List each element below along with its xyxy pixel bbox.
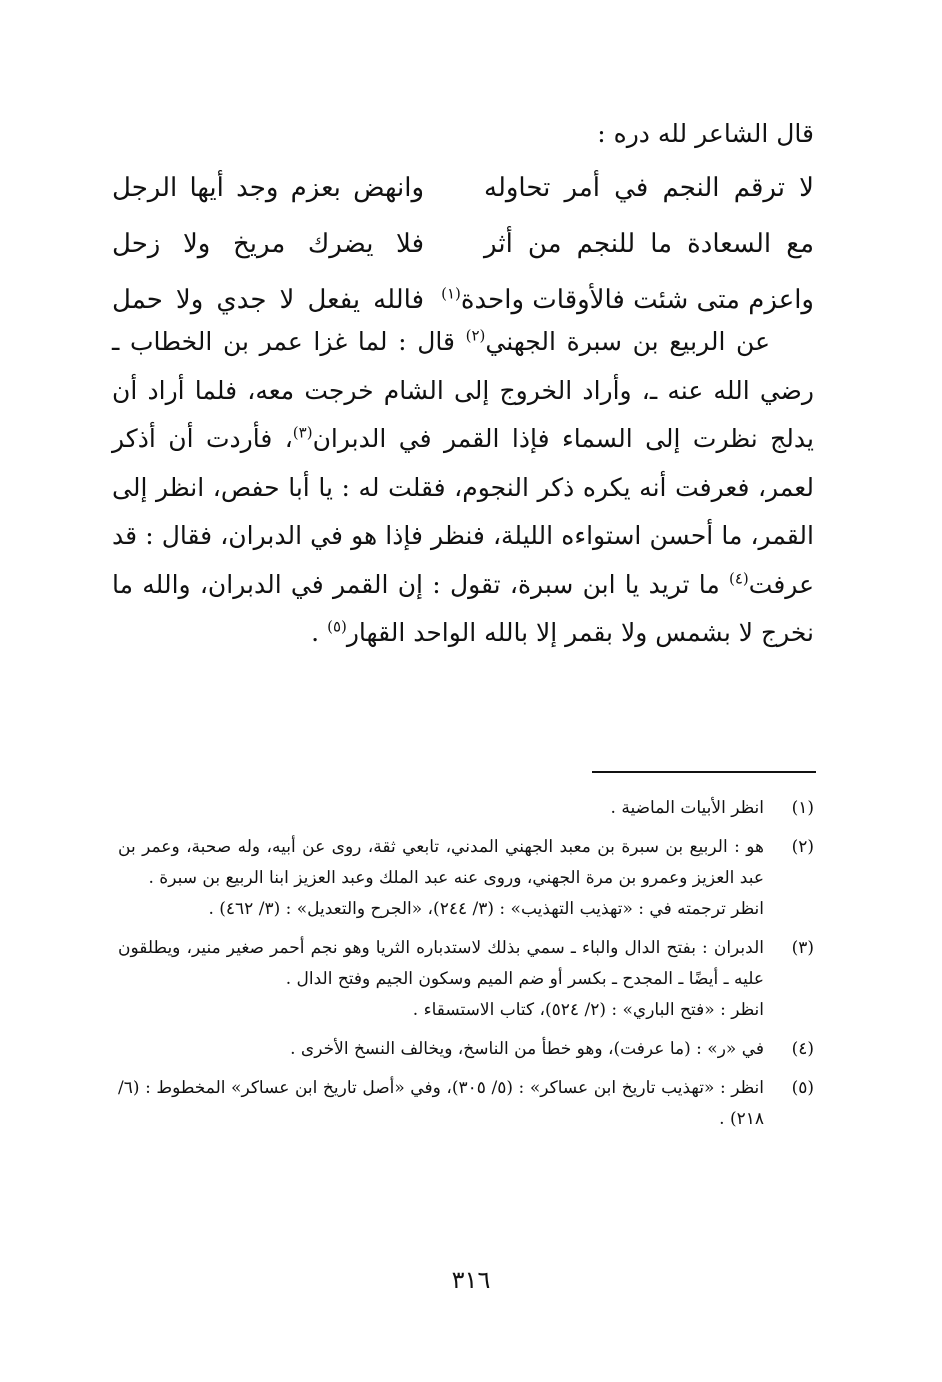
footnote-line: انظر الأبيات الماضية . bbox=[610, 798, 764, 818]
footnote bbox=[118, 832, 814, 925]
footnote-body bbox=[118, 1073, 764, 1135]
footnote-number: (١) bbox=[791, 798, 814, 818]
footnote-number: (٢) bbox=[791, 837, 814, 857]
footnote-ref: (١) bbox=[441, 284, 461, 303]
footnote-body bbox=[118, 1034, 764, 1065]
footnote-number: (٥) bbox=[791, 1078, 814, 1098]
text-segment: . bbox=[311, 618, 328, 647]
footnote-number: (٤) bbox=[791, 1039, 814, 1059]
footnote bbox=[118, 1034, 814, 1065]
verse-first-hemistich: لا ترقم النجم في أمر تحاوله bbox=[484, 173, 814, 203]
text-segment: قال : لما غزا عمر بن الخطاب ـ رضي الله عنه ـ، وأراد الخروج إلى الشام خرجت معه، فلما أراد أن يدلج نظرت إلى السماء فإذا القمر في الدبران bbox=[112, 327, 814, 453]
footnote-line: انظر : «فتح الباري» : (٢/ ٥٢٤)، كتاب الاستسقاء . bbox=[412, 1000, 764, 1020]
footnote-line: الدبران : بفتح الدال والباء ـ سمي بذلك لاستدباره الثريا وهو نجم أحمر صغير منير، ويطلقون عليه ـ أيضًا ـ المجدح ـ بكسر أو ضم الميم وسكون الجيم وفتح الدال . bbox=[118, 938, 764, 989]
footnote-body bbox=[118, 793, 764, 824]
footnote-number: (٣) bbox=[791, 938, 814, 958]
poem bbox=[112, 160, 814, 328]
footnote-line: انظر : «تهذيب تاريخ ابن عساكر» : (٥/ ٣٠٥)، وفي «أصل تاريخ ابن عساكر» المخطوط : (٦/ ٢١٨) . bbox=[118, 1078, 765, 1129]
footnote-ref: (٣) bbox=[292, 423, 313, 442]
footnote-line: في «ر» : (ما عرفت)، وهو خطأ من الناسخ، ويخالف النسخ الأخرى . bbox=[290, 1039, 764, 1059]
verse-first-hemistich: مع السعادة ما للنجم من أثر bbox=[484, 229, 814, 259]
poem-verse bbox=[112, 216, 814, 272]
footnote-line: انظر ترجمته في : «تهذيب التهذيب» : (٣/ ٢٤٤)، «الجرح والتعديل» : (٣/ ٤٦٢) . bbox=[208, 899, 764, 919]
footnote bbox=[118, 933, 814, 1026]
verse-second-hemistich: فالله يفعل لا جدي ولا حمل bbox=[112, 285, 424, 315]
poem-intro: قال الشاعر لله دره : bbox=[597, 119, 814, 148]
footnote-body bbox=[118, 933, 764, 1026]
page-number: ٣١٦ bbox=[451, 1266, 491, 1294]
poem-verse bbox=[112, 160, 814, 216]
footnote-ref: (٥) bbox=[327, 617, 347, 636]
footnote-body bbox=[118, 832, 764, 925]
text-segment: ما تريد يا ابن سبرة، تقول : إن القمر في الدبران، والله ما نخرج لا بشمس ولا بقمر إلا بالله الواحد القهار bbox=[112, 569, 814, 647]
footnote bbox=[118, 793, 814, 824]
verse-text: واعزم متى شئت فالأوقات واحدة bbox=[460, 285, 814, 315]
paragraph bbox=[112, 318, 814, 658]
footnotes bbox=[118, 793, 814, 1143]
footnote bbox=[118, 1073, 814, 1135]
footnote-divider bbox=[592, 771, 816, 773]
footnote-ref: (٤) bbox=[729, 569, 749, 588]
verse-second-hemistich: وانهض بعزم وجد أيها الرجل bbox=[112, 173, 424, 203]
footnote-line: هو : الربيع بن سبرة بن معبد الجهني المدني، تابعي ثقة، روى عن أبيه، وله صحبة، وعمر بن عبد العزيز وعمرو بن مرة الجهني، وروى عنه عبد الملك وعبد العزيز ابنا الربيع بن سبرة . bbox=[118, 837, 764, 888]
text-segment: عن الربيع بن سبرة الجهني bbox=[485, 327, 770, 356]
text-segment: ، فأردت أن أذكر لعمر، فعرفت أنه يكره ذكر النجوم، فقلت له : يا أبا حفص، انظر إلى القمر، ما أحسن استواءه الليلة، فنظر فإذا هو في الدبران، فقال : قد عرفت bbox=[112, 424, 814, 599]
footnote-ref: (٢) bbox=[465, 326, 486, 345]
verse-second-hemistich: فلا يضرك مريخ ولا زحل bbox=[112, 229, 424, 259]
main-paragraph bbox=[112, 318, 814, 658]
